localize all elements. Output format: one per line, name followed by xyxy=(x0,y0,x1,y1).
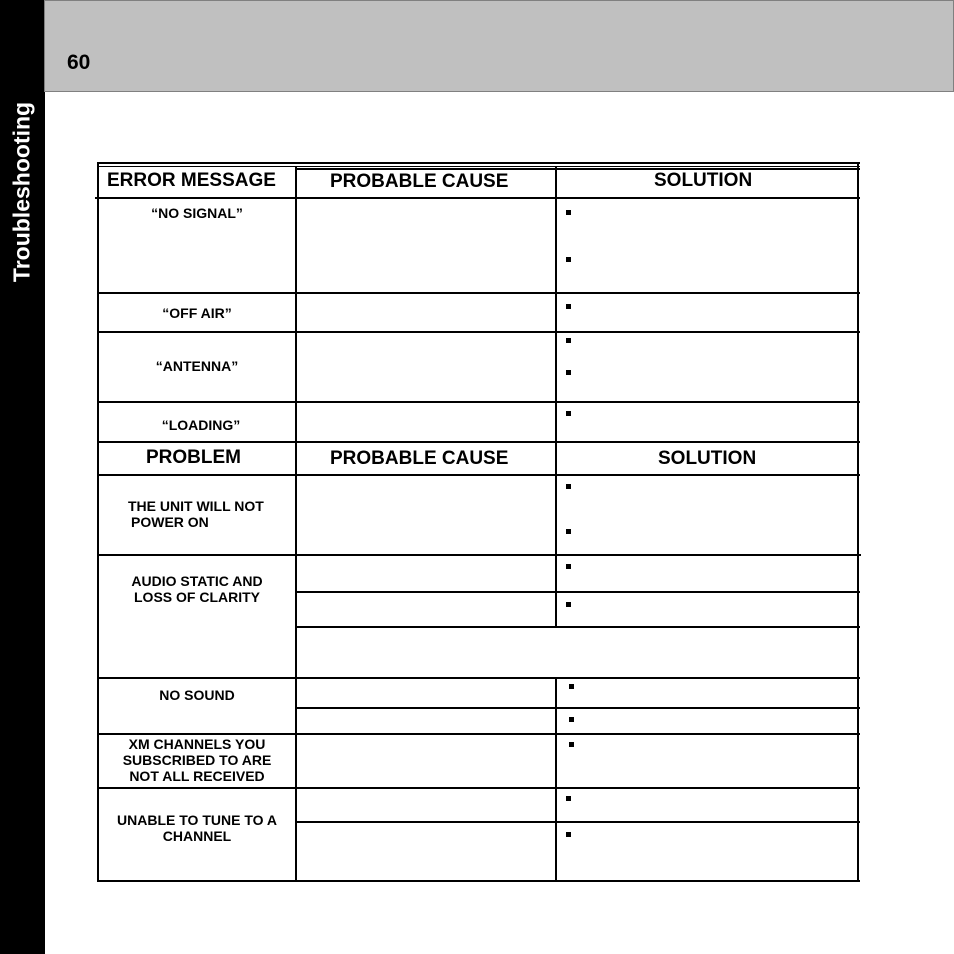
row-divider xyxy=(295,626,860,628)
bullet-icon xyxy=(566,210,571,215)
header-error-message: ERROR MESSAGE xyxy=(107,170,276,191)
header-probable-cause: PROBABLE CAUSE xyxy=(330,448,509,469)
problem-text xyxy=(99,573,295,605)
column-divider xyxy=(295,166,297,882)
row-divider xyxy=(97,331,860,333)
column-divider xyxy=(555,166,557,627)
problem-line: NO SOUND xyxy=(159,687,235,703)
row-divider xyxy=(95,197,860,199)
error-message: “LOADING” xyxy=(161,417,241,433)
header-probable-cause: PROBABLE CAUSE xyxy=(330,171,509,192)
problem-line: THE UNIT WILL NOT xyxy=(128,498,264,514)
row-divider xyxy=(97,166,860,167)
bullet-icon xyxy=(566,370,571,375)
header-problem: PROBLEM xyxy=(146,447,241,468)
header-solution: SOLUTION xyxy=(658,448,757,469)
problem-line: XM CHANNELS YOU xyxy=(128,736,266,752)
row-divider xyxy=(295,591,860,593)
row-divider xyxy=(97,554,861,556)
bullet-icon xyxy=(566,484,571,489)
problem-text xyxy=(99,687,295,703)
bullet-icon xyxy=(569,717,574,722)
row-divider xyxy=(97,292,860,294)
table-border-top xyxy=(97,162,860,164)
row-divider xyxy=(97,787,860,789)
bullet-icon xyxy=(566,338,571,343)
problem-line: NOT ALL RECEIVED xyxy=(129,768,265,784)
error-message: “OFF AIR” xyxy=(162,305,232,321)
side-tab xyxy=(0,0,45,954)
bullet-icon xyxy=(566,796,571,801)
problem-line: LOSS OF CLARITY xyxy=(134,589,260,605)
bullet-icon xyxy=(569,684,574,689)
error-message: “NO SIGNAL” xyxy=(151,205,243,221)
row-divider xyxy=(295,707,860,709)
problem-text xyxy=(128,498,264,530)
problem-text xyxy=(99,812,295,844)
problem-text xyxy=(99,736,295,784)
bullet-icon xyxy=(566,529,571,534)
row-divider xyxy=(295,168,860,170)
error-message: “ANTENNA” xyxy=(155,358,239,374)
problem-line: CHANNEL xyxy=(162,828,232,844)
row-divider xyxy=(295,821,860,823)
bullet-icon xyxy=(569,742,574,747)
row-divider xyxy=(97,733,860,735)
section-label: Troubleshooting xyxy=(8,101,35,283)
row-divider xyxy=(97,401,860,403)
bullet-icon xyxy=(566,564,571,569)
problem-line: UNABLE TO TUNE TO A xyxy=(117,812,277,828)
table-border-right xyxy=(857,162,859,882)
bullet-icon xyxy=(566,832,571,837)
row-divider xyxy=(97,441,860,443)
problem-line: POWER ON xyxy=(131,514,209,530)
page-header xyxy=(44,0,954,92)
row-divider xyxy=(97,474,860,476)
problem-line: SUBSCRIBED TO ARE xyxy=(122,752,272,768)
problem-line: AUDIO STATIC AND xyxy=(131,573,263,589)
column-divider xyxy=(555,679,557,882)
bullet-icon xyxy=(566,602,571,607)
page-number: 60 xyxy=(67,51,91,74)
bullet-icon xyxy=(566,304,571,309)
bullet-icon xyxy=(566,257,571,262)
row-divider xyxy=(97,677,860,679)
bullet-icon xyxy=(566,411,571,416)
header-solution: SOLUTION xyxy=(654,170,753,191)
table-border-bottom xyxy=(97,880,860,882)
